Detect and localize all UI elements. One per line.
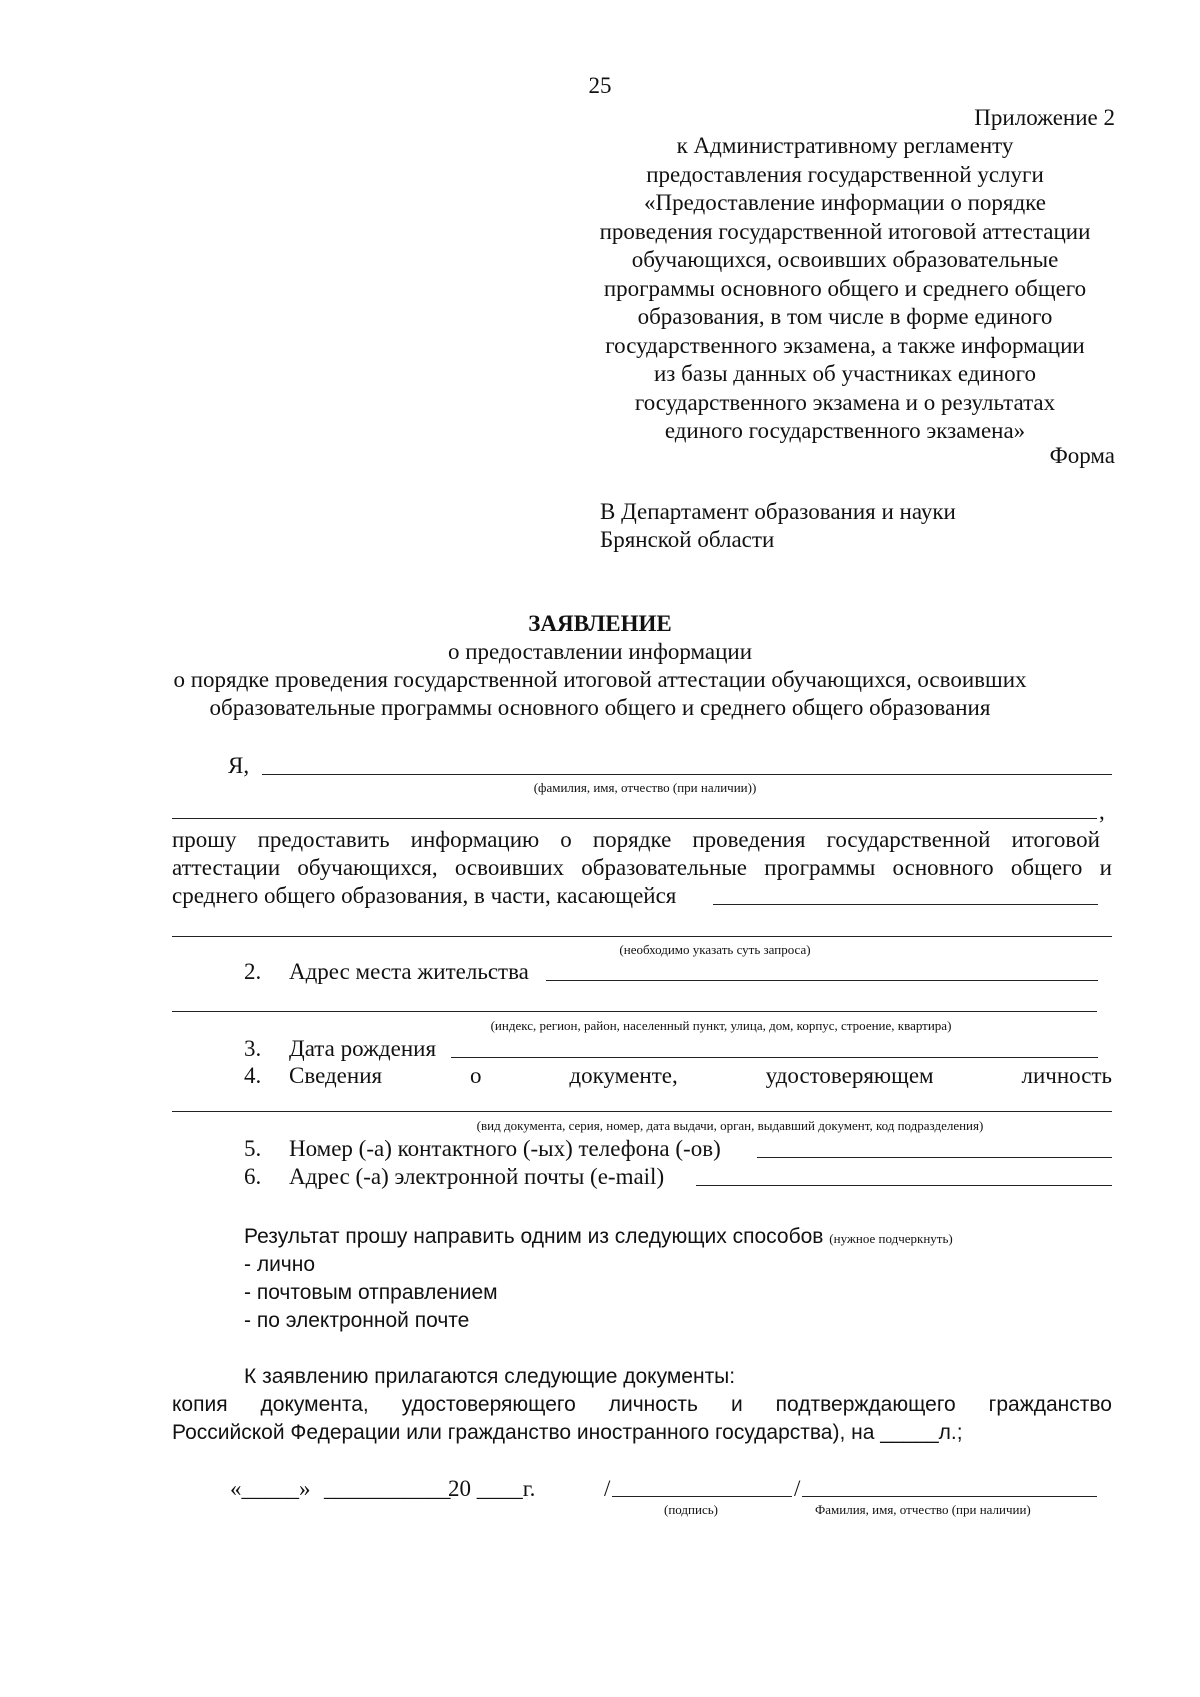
appendix-line: программы основного общего и среднего общего [603,275,1087,301]
identity-document-field[interactable] [172,1111,1112,1112]
request-word: программы [764,855,876,880]
document-subtitle-2: о порядке проведения государственной итоговой аттестации обучающихся, освоивших [173,667,1027,692]
appendix-line: проведения государственной итоговой аттестации [599,218,1091,244]
request-subject-field[interactable] [713,904,1098,905]
page-number: 25 [588,73,612,98]
applicant-name-field[interactable] [262,774,1112,775]
item-4-number: 4. [244,1063,262,1088]
request-word: общего [1010,855,1083,880]
appendix-line: обучающихся, освоивших образовательные [631,247,1059,272]
form-label: Форма [1049,443,1115,468]
appendix-line: из базы данных об участниках единого [653,361,1037,386]
signature-date-day[interactable]: «_____» [230,1476,311,1501]
item-4-word: документе, [569,1063,678,1088]
attachments-word: подтверждающего [775,1393,956,1416]
applicant-prefix: Я, [228,753,250,778]
addressee-line-1: В Департамент образования и науки [600,499,956,524]
phone-field[interactable] [757,1157,1112,1158]
request-word: и [1099,855,1112,880]
attachments-word: гражданство [988,1393,1112,1416]
item-6-label: Адрес (-а) электронной почты (e-mail) [289,1164,665,1189]
address-hint: (индекс, регион, район, населенный пункт, улица, дом, корпус, строение, квартира) [490,1018,952,1033]
birth-date-field[interactable] [451,1057,1098,1058]
delivery-option-post[interactable]: - почтовым отправлением [244,1281,498,1304]
request-word: государственной [826,827,991,852]
document-subtitle-1: о предоставлении информации [447,639,753,664]
appendix-line: предоставления государственной услуги [646,161,1044,187]
item-4-word: личность [1021,1063,1112,1088]
result-delivery-text [244,1223,953,1251]
address-field-continued[interactable] [172,1011,1097,1012]
item-3-label: Дата рождения [289,1036,437,1061]
request-subject-field-continued[interactable] [172,936,1112,937]
email-field[interactable] [696,1185,1112,1186]
signature-hint: (подпись) [664,1502,718,1517]
request-word: порядке [592,827,672,852]
signature-date-month[interactable]: ___________ [324,1476,451,1501]
request-word: обучающихся, [297,855,438,880]
item-4-word: Сведения [289,1063,383,1088]
request-word: предоставить [257,827,390,852]
document-title: ЗАЯВЛЕНИЕ [528,611,672,636]
request-word: о [560,827,572,852]
applicant-name-field-continued[interactable] [172,818,1097,819]
signature-slash-2: / [794,1476,801,1501]
request-line-2 [172,854,1112,882]
item-6-number: 6. [244,1164,262,1189]
full-name-field[interactable] [802,1496,1097,1497]
request-word: итоговой [1011,827,1100,852]
attachments-word: личность [608,1393,698,1416]
trailing-comma: , [1099,799,1105,824]
item-3-number: 3. [244,1036,262,1061]
item-4-word: удостоверяющем [765,1063,934,1088]
request-line-3: среднего общего образования, в части, касающейся [172,883,677,908]
applicant-name-hint: (фамилия, имя, отчество (при наличии)) [533,780,757,795]
identity-document-hint: (вид документа, серия, номер, дата выдачи, орган, выдавший документ, код подразделения) [476,1118,984,1133]
request-word: информацию [410,827,540,852]
attachments-word: документа, [260,1393,369,1416]
attachments-line-2: Российской Федерации или гражданство иностранного государства), на _____л.; [172,1421,963,1444]
item-2-number: 2. [244,959,262,984]
full-name-hint: Фамилия, имя, отчество (при наличии) [815,1502,1031,1517]
request-line-1 [172,826,1100,854]
signature-date-year[interactable]: 20 ____г. [448,1476,536,1501]
request-word: аттестации [172,855,281,880]
item-4-word: о [469,1063,482,1088]
appendix-block [575,132,1115,446]
appendix-line: «Предоставление информации о порядке [644,190,1046,215]
appendix-line: образования, в том числе в форме единого [637,304,1053,329]
signature-slash-1: / [604,1476,611,1501]
request-subject-hint: (необходимо указать суть запроса) [619,942,811,957]
appendix-line: государственного экзамена, а также информации [605,332,1085,358]
attachments-intro: К заявлению прилагаются следующие документы: [244,1365,736,1388]
request-word: освоивших [454,855,565,880]
item-5-number: 5. [244,1136,262,1161]
item-4-label [289,1062,1112,1090]
request-word: основного [892,855,994,880]
document-subtitle-3: образовательные программы основного общего и среднего общего образования [209,695,991,720]
appendix-title: Приложение 2 [974,105,1115,130]
item-5-label: Номер (-а) контактного (-ых) телефона (-ов) [289,1136,721,1161]
request-word: образовательные [581,855,748,880]
request-word: проведения [692,827,806,852]
address-field[interactable] [546,980,1098,981]
item-2-label: Адрес места жительства [289,959,529,984]
appendix-line: единого государственного экзамена» [664,418,1026,443]
appendix-line: государственного экзамена и о результатах [634,389,1056,415]
request-word: прошу [172,827,237,852]
attachments-word: копия [172,1393,228,1416]
result-delivery-label: Результат прошу направить одним из следующих способов [244,1225,824,1248]
delivery-option-email[interactable]: - по электронной почте [244,1309,470,1332]
signature-field[interactable] [612,1496,792,1497]
result-delivery-hint: (нужное подчеркнуть) [829,1231,953,1246]
attachments-line-1 [172,1391,1112,1419]
attachments-word: и [730,1393,743,1416]
attachments-word: удостоверяющего [401,1393,576,1416]
delivery-option-personal[interactable]: - лично [244,1253,316,1276]
appendix-line: к Административному регламенту [676,133,1014,158]
addressee-line-2: Брянской области [600,527,775,552]
